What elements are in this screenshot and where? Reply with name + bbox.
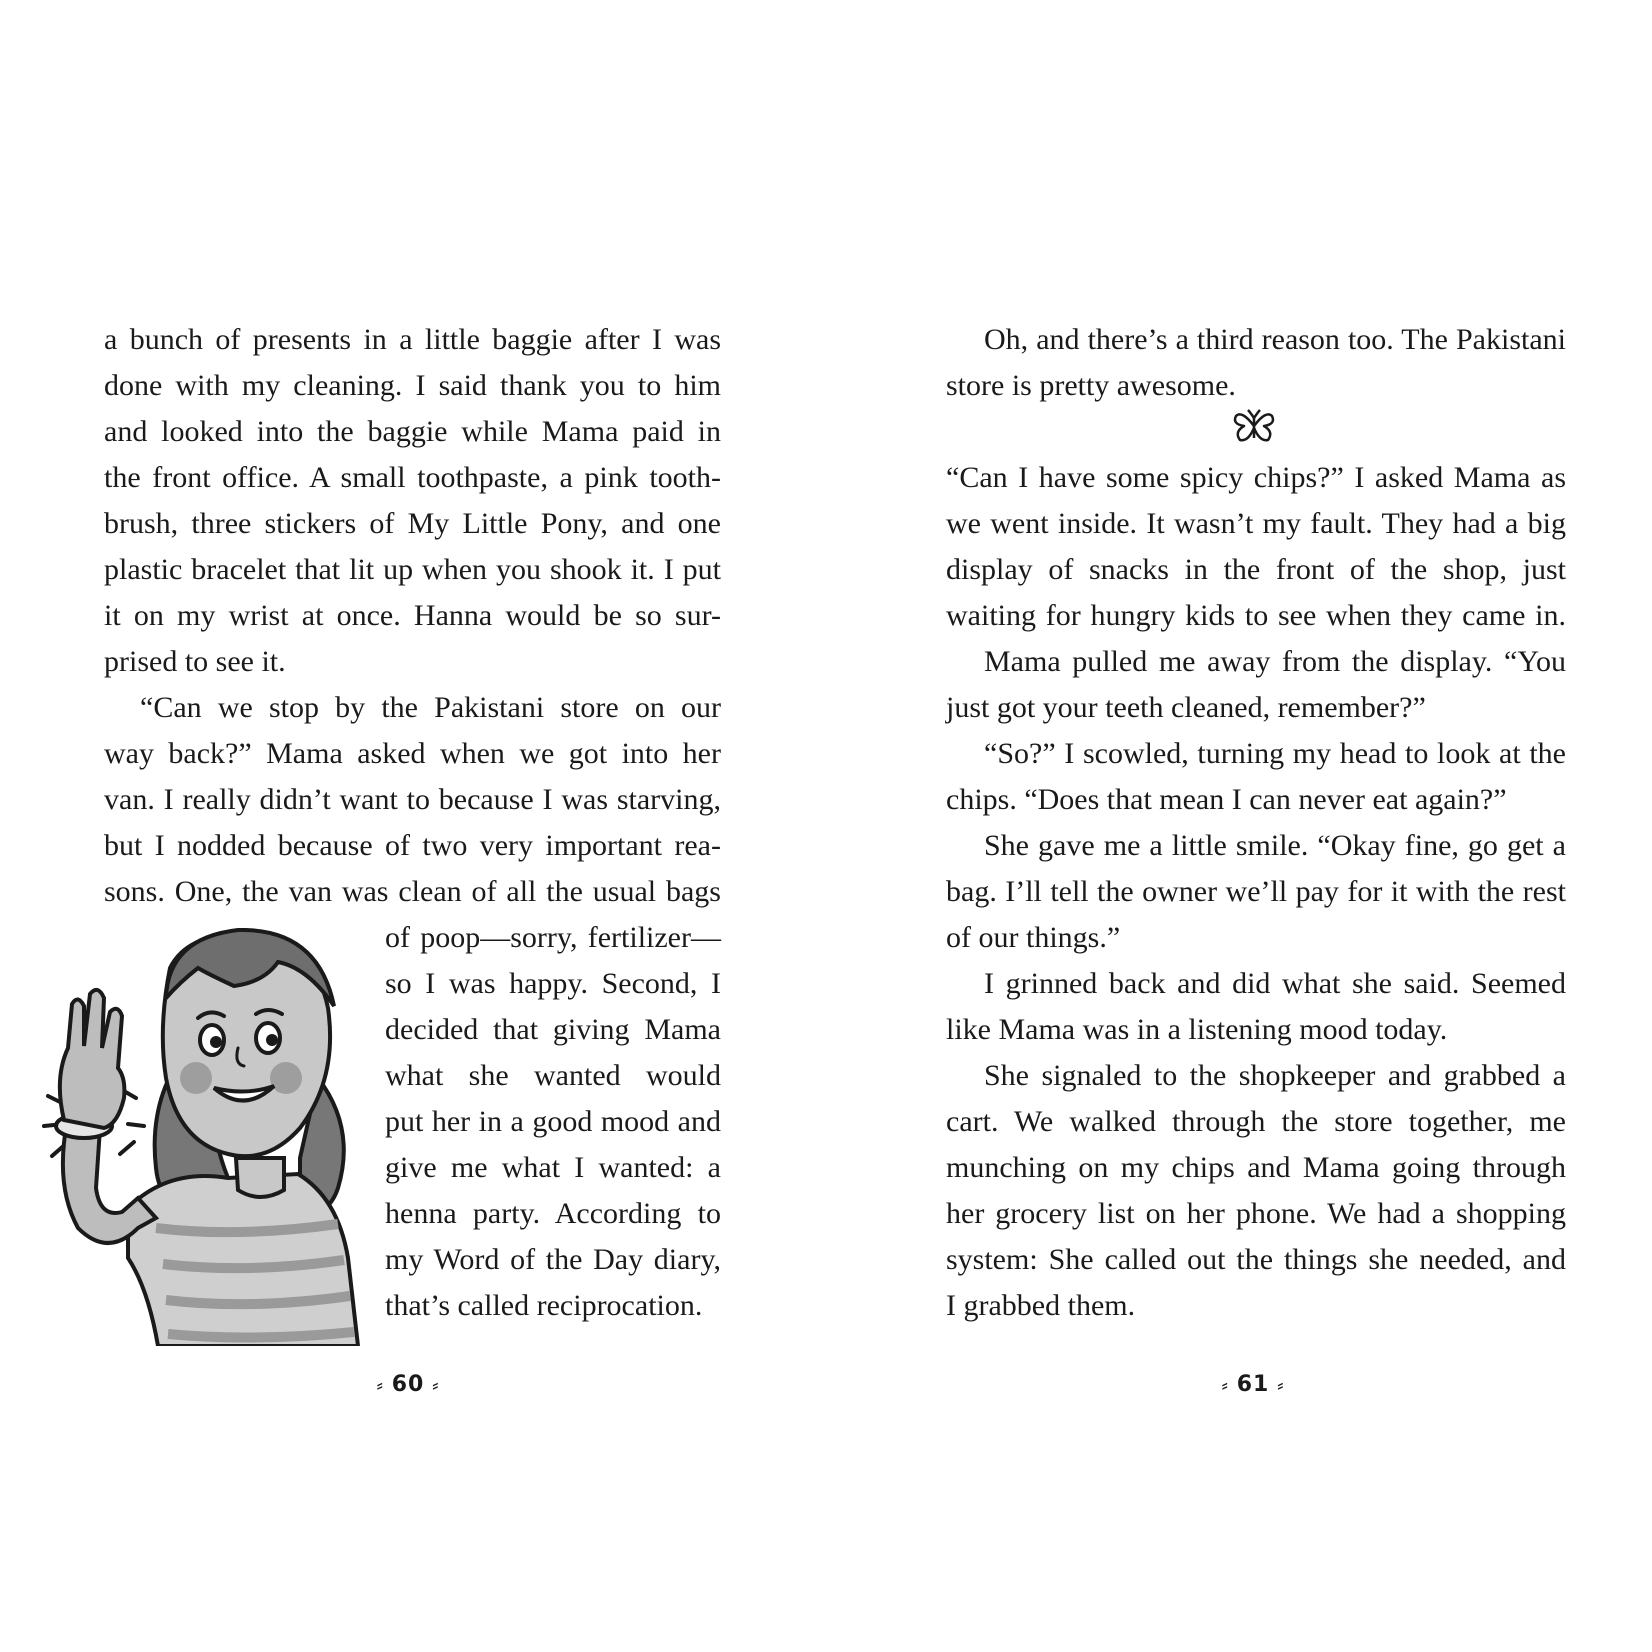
- text-line: but I nodded because of two very important rea-: [104, 829, 721, 862]
- page-number-value: 60: [391, 1372, 425, 1397]
- text-line: Oh, and there’s a third reason too. The Pakistani: [984, 323, 1566, 356]
- page-number-mark: ⸗: [1277, 1375, 1285, 1396]
- text-line: store is pretty awesome.: [946, 369, 1236, 402]
- text-line: put her in a good mood and: [385, 1105, 721, 1138]
- text-line: She gave me a little smile. “Okay fine, go get a: [984, 829, 1566, 862]
- text-line: “Can I have some spicy chips?” I asked Mama as: [946, 461, 1566, 494]
- text-line: prised to see it.: [104, 645, 286, 678]
- page-number: [1183, 1372, 1323, 1408]
- page-number-mark: ⸗: [1221, 1375, 1229, 1396]
- text-line: of poop—sorry, fertilizer—: [385, 921, 721, 954]
- text-line: She signaled to the shopkeeper and grabbed a: [984, 1059, 1566, 1092]
- text-line: van. I really didn’t want to because I was starving,: [104, 783, 721, 816]
- text-line: henna party. According to: [385, 1197, 721, 1230]
- text-line: bag. I’ll tell the owner we’ll pay for it with the rest: [946, 875, 1566, 908]
- text-line: and looked into the baggie while Mama paid in: [104, 415, 721, 448]
- text-line: plastic bracelet that lit up when you shook it. I put: [104, 553, 721, 586]
- text-line: just got your teeth cleaned, remember?”: [946, 691, 1426, 724]
- text-line: Mama pulled me away from the display. “You: [984, 645, 1566, 678]
- text-line: cart. We walked through the store together, me: [946, 1105, 1566, 1138]
- text-line: decided that giving Mama: [385, 1013, 721, 1046]
- text-line: give me what I wanted: a: [385, 1151, 721, 1184]
- text-line: system: She called out the things she needed, and: [946, 1243, 1566, 1276]
- text-line: my Word of the Day diary,: [385, 1243, 721, 1276]
- page-number-mark: ⸗: [376, 1375, 384, 1396]
- page-number-mark: ⸗: [432, 1375, 440, 1396]
- text-line: a bunch of presents in a little baggie after I was: [104, 323, 721, 356]
- text-line: “Can we stop by the Pakistani store on our: [140, 691, 721, 724]
- text-line: sons. One, the van was clean of all the usual bags: [104, 875, 721, 908]
- page-number-value: 61: [1236, 1372, 1270, 1397]
- text-line: it on my wrist at once. Hanna would be so sur-: [104, 599, 721, 632]
- text-line: her grocery list on her phone. We had a shopping: [946, 1197, 1566, 1230]
- text-line: munching on my chips and Mama going through: [946, 1151, 1566, 1184]
- text-line: brush, three stickers of My Little Pony, and one: [104, 507, 721, 540]
- text-line: what she wanted would: [385, 1059, 721, 1092]
- text-line: of our things.”: [946, 921, 1121, 954]
- butterfly-icon: [1232, 408, 1276, 444]
- page-number: [338, 1372, 478, 1408]
- text-line: I grabbed them.: [946, 1289, 1136, 1322]
- text-line: chips. “Does that mean I can never eat again?”: [946, 783, 1507, 816]
- text-line: that’s called reciprocation.: [385, 1289, 703, 1322]
- girl-waving-illustration: [38, 928, 378, 1346]
- text-line: waiting for hungry kids to see when they came in.: [946, 599, 1566, 632]
- text-line: done with my cleaning. I said thank you to him: [104, 369, 721, 402]
- text-line: like Mama was in a listening mood today.: [946, 1013, 1448, 1046]
- text-line: the front office. A small toothpaste, a pink tooth-: [104, 461, 721, 494]
- text-line: I grinned back and did what she said. Seemed: [984, 967, 1566, 1000]
- text-line: we went inside. It wasn’t my fault. They had a big: [946, 507, 1566, 540]
- text-line: way back?” Mama asked when we got into her: [104, 737, 721, 770]
- text-line: “So?” I scowled, turning my head to look at the: [984, 737, 1566, 770]
- text-line: display of snacks in the front of the shop, just: [946, 553, 1566, 586]
- text-line: so I was happy. Second, I: [385, 967, 721, 1000]
